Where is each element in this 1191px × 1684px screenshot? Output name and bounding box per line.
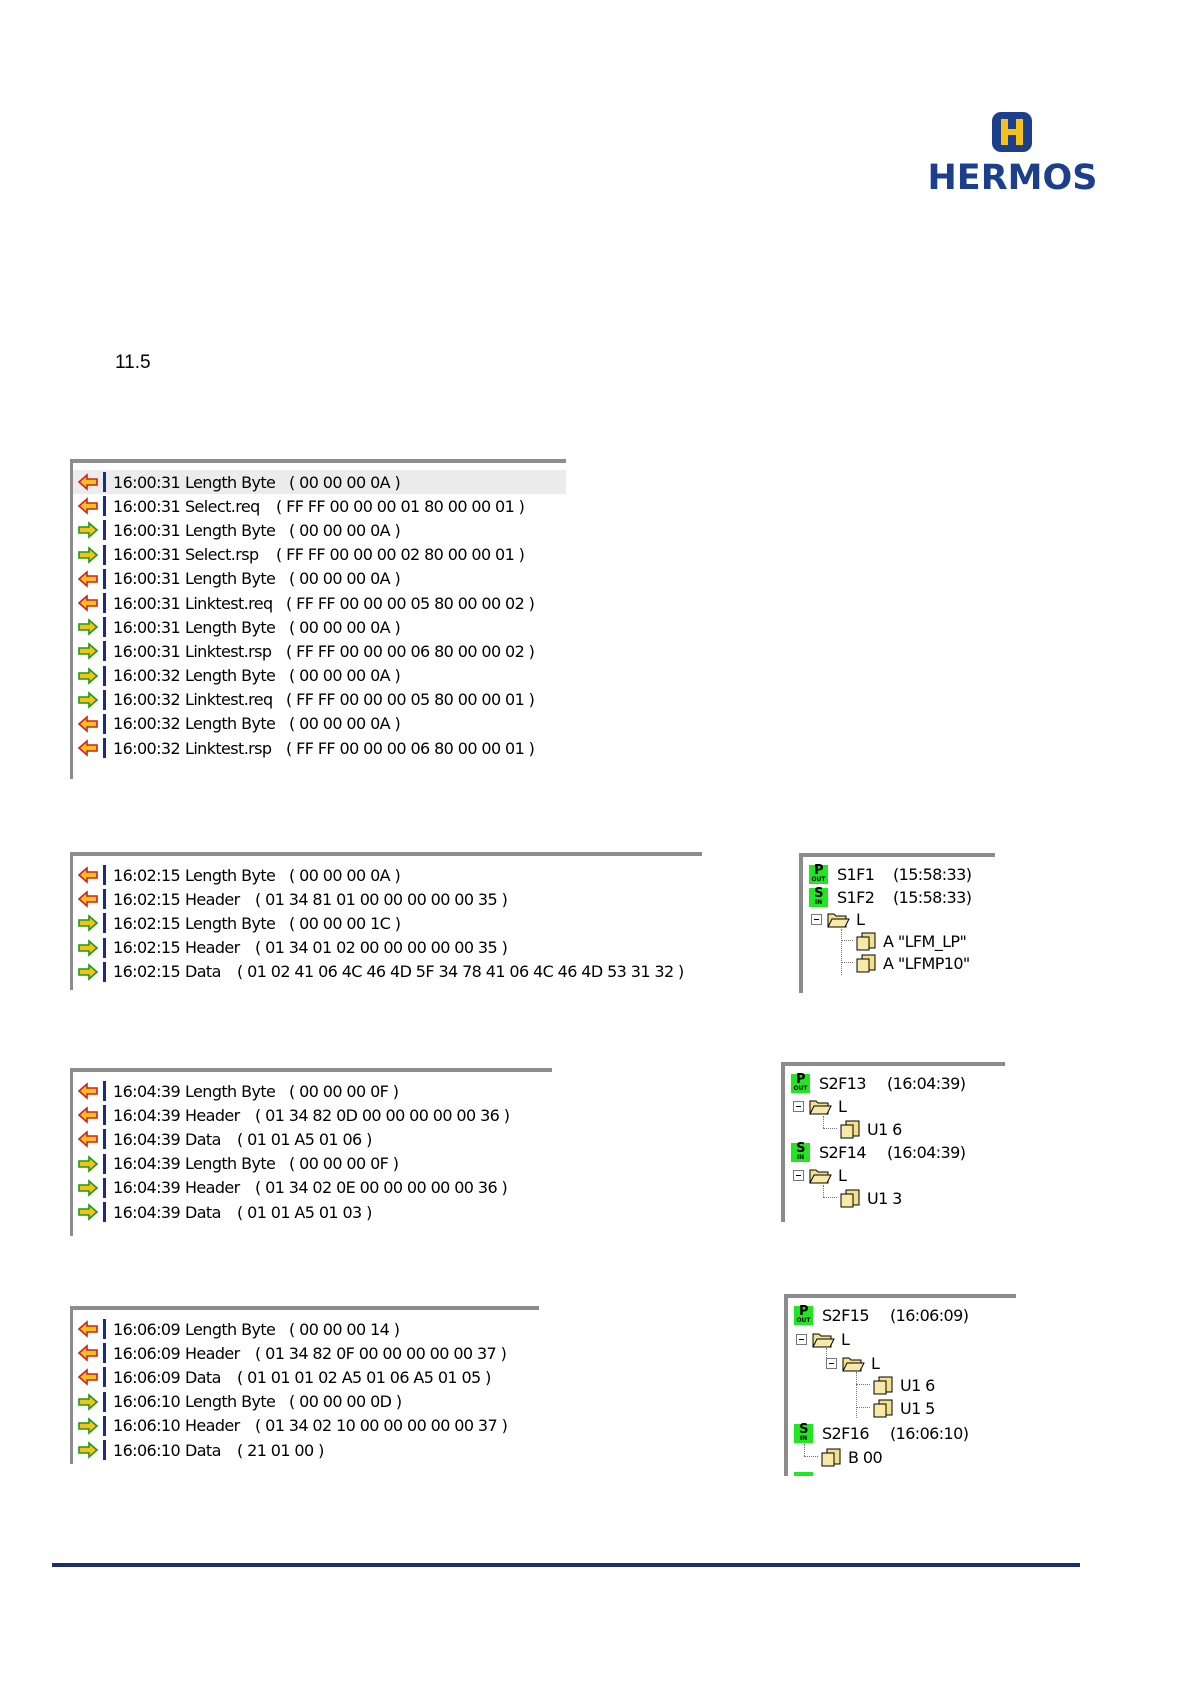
outgoing-arrow-icon [77, 938, 99, 958]
outgoing-arrow-icon [77, 1440, 99, 1460]
log-value: ( 01 02 41 06 4C 46 4D 5F 34 78 41 06 4C 46 4D 53 31 32 ) [237, 962, 684, 982]
log-row[interactable] [73, 1200, 552, 1224]
log-timestamp: 16:00:31 [113, 520, 181, 540]
folder-open-icon [826, 909, 850, 929]
outgoing-arrow-icon [77, 545, 99, 565]
log-panel-s1f1[interactable] [70, 852, 702, 990]
tree-msg-s2f16[interactable]: S IN S2F16 (16:06:10) [794, 1422, 968, 1444]
logo-wordmark: HERMOS [927, 158, 1098, 198]
collapse-icon[interactable] [796, 1334, 807, 1345]
log-timestamp: 16:02:15 [113, 962, 181, 982]
tree-list-node[interactable]: L [793, 1095, 846, 1117]
log-timestamp: 16:06:09 [113, 1343, 181, 1363]
log-timestamp: 16:00:31 [113, 617, 181, 637]
log-kind: Data [185, 1202, 221, 1222]
log-timestamp: 16:06:09 [113, 1319, 181, 1339]
data-item-icon [855, 953, 877, 973]
tree-list-node[interactable]: L [796, 1328, 849, 1350]
log-value: ( 00 00 00 14 ) [289, 1319, 400, 1339]
tree-msg-s1f2[interactable]: S IN S1F2 (15:58:33) [809, 886, 971, 908]
collapse-icon[interactable] [826, 1358, 837, 1369]
log-value: ( 01 01 01 02 A5 01 06 A5 01 05 ) [237, 1367, 491, 1387]
log-row[interactable] [73, 1317, 539, 1341]
row-marker [103, 1343, 106, 1363]
log-value: ( 01 01 A5 01 03 ) [237, 1202, 372, 1222]
log-kind: Header [185, 1178, 240, 1198]
log-row[interactable] [73, 518, 566, 542]
tree-msg-s2f14[interactable]: S IN S2F14 (16:04:39) [791, 1141, 965, 1163]
log-kind: Header [185, 1416, 240, 1436]
row-marker [103, 1154, 106, 1174]
row-marker [103, 1081, 106, 1101]
tree-msg-s2f15[interactable]: P OUT S2F15 (16:06:09) [794, 1304, 968, 1326]
log-row[interactable] [73, 736, 566, 760]
row-marker [103, 913, 106, 933]
log-value: ( 00 00 00 0A ) [289, 666, 401, 686]
incoming-arrow-icon [77, 1105, 99, 1125]
folder-open-icon [811, 1329, 835, 1349]
folder-open-icon [841, 1353, 865, 1373]
tree-item-u1-6[interactable]: U1 6 [872, 1374, 935, 1396]
outgoing-arrow-icon [77, 1416, 99, 1436]
secondary-in-icon: S IN [791, 1143, 810, 1162]
tree-panel-s1f1[interactable] [799, 853, 995, 993]
row-marker [103, 962, 106, 982]
section-number: 11.5 [115, 352, 151, 373]
log-panel-s2f15[interactable] [70, 1306, 539, 1464]
log-timestamp: 16:00:31 [113, 472, 181, 492]
log-value: ( 01 01 A5 01 06 ) [237, 1129, 372, 1149]
log-value: ( FF FF 00 00 00 06 80 00 00 01 ) [286, 738, 535, 758]
log-timestamp: 16:06:10 [113, 1392, 181, 1412]
row-marker [103, 617, 106, 637]
outgoing-arrow-icon [77, 617, 99, 637]
incoming-arrow-icon [77, 593, 99, 613]
next-badge-edge [794, 1472, 813, 1476]
log-value: ( 00 00 00 0A ) [289, 569, 401, 589]
folder-open-icon [808, 1096, 832, 1116]
incoming-arrow-icon [77, 1319, 99, 1339]
log-row[interactable] [73, 1079, 552, 1103]
incoming-arrow-icon [77, 865, 99, 885]
tree-list-node[interactable]: L [793, 1164, 846, 1186]
log-kind: Data [185, 1440, 221, 1460]
log-row[interactable] [73, 688, 566, 712]
log-kind: Select.req [185, 496, 260, 516]
tree-list-node-nested[interactable]: L [826, 1352, 879, 1374]
log-row[interactable] [73, 543, 566, 567]
log-kind: Linktest.req [185, 690, 273, 710]
log-kind: Data [185, 962, 221, 982]
log-timestamp: 16:02:15 [113, 889, 181, 909]
collapse-icon[interactable] [811, 914, 822, 925]
row-marker [103, 545, 106, 565]
log-value: ( 00 00 00 0D ) [289, 1392, 402, 1412]
tree-item-u1-3[interactable]: U1 3 [839, 1187, 902, 1209]
log-timestamp: 16:00:32 [113, 690, 181, 710]
outgoing-arrow-icon [77, 1154, 99, 1174]
data-item-icon [839, 1188, 861, 1208]
log-row[interactable] [73, 1414, 539, 1438]
tree-panel-s2f15[interactable] [784, 1294, 1016, 1476]
incoming-arrow-icon [77, 472, 99, 492]
outgoing-arrow-icon [77, 962, 99, 982]
log-timestamp: 16:06:10 [113, 1440, 181, 1460]
log-kind: Length Byte [185, 865, 276, 885]
row-marker [103, 520, 106, 540]
log-kind: Data [185, 1367, 221, 1387]
log-timestamp: 16:00:32 [113, 666, 181, 686]
log-kind: Length Byte [185, 520, 276, 540]
tree-item-b-00[interactable]: B 00 [820, 1446, 882, 1468]
log-value: ( FF FF 00 00 00 01 80 00 00 01 ) [276, 496, 525, 516]
tree-item-u1-5[interactable]: U1 5 [872, 1397, 935, 1419]
outgoing-arrow-icon [77, 1202, 99, 1222]
collapse-icon[interactable] [793, 1101, 804, 1112]
log-row[interactable] [73, 1438, 539, 1462]
incoming-arrow-icon [77, 569, 99, 589]
primary-out-icon: P OUT [791, 1074, 810, 1093]
log-value: ( 01 34 81 01 00 00 00 00 00 35 ) [255, 889, 508, 909]
row-marker [103, 938, 106, 958]
hermos-logo-mark [925, 108, 1100, 158]
outgoing-arrow-icon [77, 666, 99, 686]
data-item-icon [872, 1375, 894, 1395]
row-marker [103, 865, 106, 885]
log-kind: Data [185, 1129, 221, 1149]
log-kind: Length Byte [185, 913, 276, 933]
log-value: ( FF FF 00 00 00 05 80 00 00 01 ) [286, 690, 535, 710]
tree-list-node[interactable]: L [811, 908, 864, 930]
log-value: ( 01 34 82 0D 00 00 00 00 00 36 ) [255, 1105, 510, 1125]
row-marker [103, 1129, 106, 1149]
log-row[interactable] [73, 887, 702, 911]
incoming-arrow-icon [77, 1343, 99, 1363]
log-value: ( FF FF 00 00 00 06 80 00 00 02 ) [286, 641, 535, 661]
log-timestamp: 16:02:15 [113, 938, 181, 958]
log-timestamp: 16:02:15 [113, 913, 181, 933]
log-timestamp: 16:06:10 [113, 1416, 181, 1436]
incoming-arrow-icon [77, 714, 99, 734]
log-timestamp: 16:04:39 [113, 1202, 181, 1222]
row-marker [103, 569, 106, 589]
row-marker [103, 1440, 106, 1460]
log-value: ( 00 00 00 1C ) [289, 913, 401, 933]
data-item-icon [872, 1398, 894, 1418]
log-timestamp: 16:04:39 [113, 1154, 181, 1174]
log-timestamp: 16:04:39 [113, 1178, 181, 1198]
log-timestamp: 16:06:09 [113, 1367, 181, 1387]
tree-item-lfm-lp[interactable]: A "LFM_LP" [855, 930, 966, 952]
log-row[interactable] [73, 863, 702, 887]
collapse-icon[interactable] [793, 1170, 804, 1181]
incoming-arrow-icon [77, 1129, 99, 1149]
log-kind: Length Byte [185, 472, 276, 492]
log-kind: Length Byte [185, 1154, 276, 1174]
log-row[interactable] [73, 936, 702, 960]
log-panel-s2f13[interactable] [70, 1068, 552, 1236]
log-value: ( 00 00 00 0A ) [289, 520, 401, 540]
tree-item-lfmp10[interactable]: A "LFMP10" [855, 952, 970, 974]
log-value: ( FF FF 00 00 00 02 80 00 00 01 ) [276, 545, 525, 565]
log-row[interactable] [73, 1390, 539, 1414]
log-row[interactable] [73, 1103, 552, 1127]
log-panel-select[interactable] [70, 459, 566, 779]
log-kind: Header [185, 1105, 240, 1125]
log-row[interactable] [73, 494, 566, 518]
incoming-arrow-icon [77, 1367, 99, 1387]
log-timestamp: 16:00:32 [113, 738, 181, 758]
log-kind: Length Byte [185, 666, 276, 686]
log-kind: Length Byte [185, 1319, 276, 1339]
log-row[interactable] [73, 1127, 552, 1151]
row-marker [103, 1319, 106, 1339]
log-kind: Header [185, 938, 240, 958]
data-item-icon [855, 931, 877, 951]
outgoing-arrow-icon [77, 1392, 99, 1412]
log-kind: Length Byte [185, 714, 276, 734]
row-marker [103, 641, 106, 661]
log-timestamp: 16:04:39 [113, 1081, 181, 1101]
log-timestamp: 16:00:31 [113, 593, 181, 613]
log-value: ( 00 00 00 0F ) [289, 1081, 399, 1101]
incoming-arrow-icon [77, 738, 99, 758]
secondary-in-icon: S IN [794, 1424, 813, 1443]
row-marker [103, 496, 106, 516]
log-kind: Linktest.rsp [185, 641, 272, 661]
log-value: ( 00 00 00 0F ) [289, 1154, 399, 1174]
outgoing-arrow-icon [77, 1178, 99, 1198]
row-marker [103, 1202, 106, 1222]
log-value: ( 00 00 00 0A ) [289, 472, 401, 492]
row-marker [103, 1392, 106, 1412]
log-timestamp: 16:00:31 [113, 496, 181, 516]
log-kind: Length Byte [185, 1081, 276, 1101]
log-row[interactable] [73, 1341, 539, 1365]
log-value: ( 21 01 00 ) [237, 1440, 324, 1460]
folder-open-icon [808, 1165, 832, 1185]
data-item-icon [839, 1119, 861, 1139]
log-value: ( 00 00 00 0A ) [289, 617, 401, 637]
log-value: ( 01 34 82 0F 00 00 00 00 00 37 ) [255, 1343, 507, 1363]
log-row[interactable] [73, 591, 566, 615]
log-timestamp: 16:00:31 [113, 641, 181, 661]
hermos-logo [925, 108, 1100, 203]
incoming-arrow-icon [77, 496, 99, 516]
tree-msg-s2f13[interactable]: P OUT S2F13 (16:04:39) [791, 1072, 965, 1094]
log-value: ( 00 00 00 0A ) [289, 865, 401, 885]
row-marker [103, 690, 106, 710]
outgoing-arrow-icon [77, 690, 99, 710]
log-value: ( FF FF 00 00 00 05 80 00 00 02 ) [286, 593, 535, 613]
log-value: ( 00 00 00 0A ) [289, 714, 401, 734]
log-timestamp: 16:04:39 [113, 1105, 181, 1125]
log-row[interactable] [73, 615, 566, 639]
row-marker [103, 1416, 106, 1436]
log-row[interactable] [73, 639, 566, 663]
row-marker [103, 889, 106, 909]
log-value: ( 01 34 02 10 00 00 00 00 00 37 ) [255, 1416, 508, 1436]
secondary-in-icon: S IN [809, 888, 828, 907]
tree-msg-s1f1[interactable]: P OUT S1F1 (15:58:33) [809, 863, 971, 885]
row-marker [103, 738, 106, 758]
log-kind: Linktest.req [185, 593, 273, 613]
log-kind: Header [185, 889, 240, 909]
log-kind: Select.rsp [185, 545, 259, 565]
tree-item-u1-6[interactable]: U1 6 [839, 1118, 902, 1140]
row-marker [103, 1178, 106, 1198]
log-row[interactable] [73, 1152, 552, 1176]
log-timestamp: 16:00:31 [113, 569, 181, 589]
log-timestamp: 16:02:15 [113, 865, 181, 885]
primary-out-icon: P OUT [794, 1306, 813, 1325]
log-row[interactable] [73, 470, 566, 494]
primary-out-icon: P OUT [809, 865, 828, 884]
log-value: ( 01 34 02 0E 00 00 00 00 00 36 ) [255, 1178, 508, 1198]
row-marker [103, 666, 106, 686]
log-timestamp: 16:04:39 [113, 1129, 181, 1149]
log-row[interactable] [73, 1176, 552, 1200]
row-marker [103, 472, 106, 492]
row-marker [103, 714, 106, 734]
incoming-arrow-icon [77, 1081, 99, 1101]
log-kind: Length Byte [185, 569, 276, 589]
log-row[interactable] [73, 1365, 539, 1389]
outgoing-arrow-icon [77, 913, 99, 933]
log-row[interactable] [73, 567, 566, 591]
log-row[interactable] [73, 664, 566, 688]
row-marker [103, 593, 106, 613]
log-row[interactable] [73, 911, 702, 935]
incoming-arrow-icon [77, 889, 99, 909]
row-marker [103, 1105, 106, 1125]
log-kind: Length Byte [185, 617, 276, 637]
log-kind: Length Byte [185, 1392, 276, 1412]
data-item-icon [820, 1447, 842, 1467]
log-value: ( 01 34 01 02 00 00 00 00 00 35 ) [255, 938, 508, 958]
row-marker [103, 1367, 106, 1387]
log-timestamp: 16:00:32 [113, 714, 181, 734]
log-kind: Header [185, 1343, 240, 1363]
log-row[interactable] [73, 712, 566, 736]
outgoing-arrow-icon [77, 520, 99, 540]
log-row[interactable] [73, 960, 702, 984]
log-timestamp: 16:00:31 [113, 545, 181, 565]
outgoing-arrow-icon [77, 641, 99, 661]
tree-panel-s2f13[interactable] [781, 1062, 1005, 1222]
footer-rule [52, 1563, 1080, 1567]
log-kind: Linktest.rsp [185, 738, 272, 758]
